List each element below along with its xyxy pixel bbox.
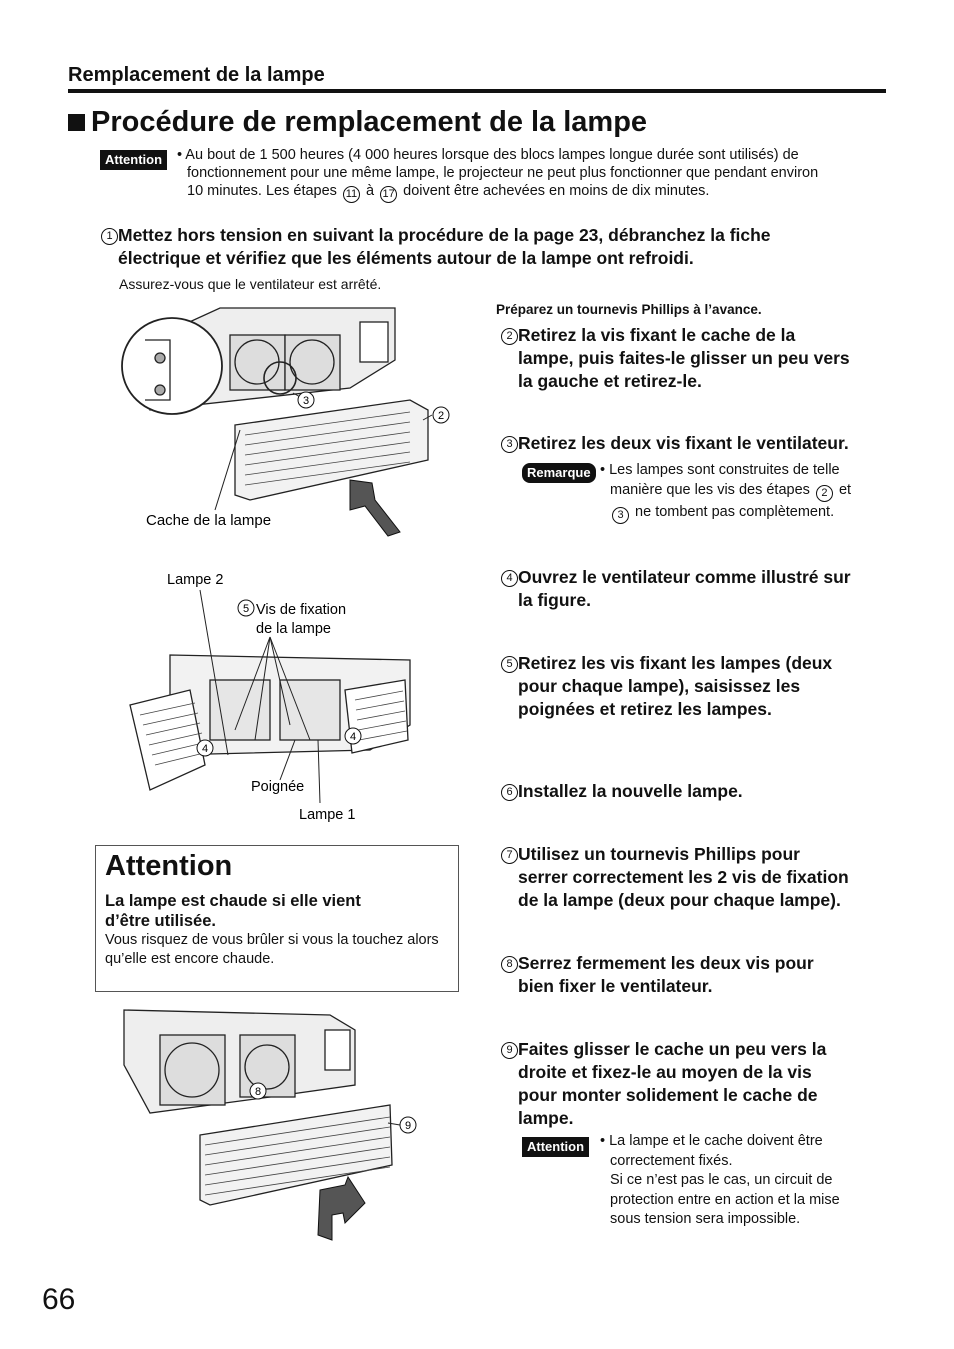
svg-text:4: 4 — [201, 743, 209, 755]
attention-box-subtitle: La lampe est chaude si elle vient d’être utilisée. — [105, 892, 361, 930]
svg-text:3: 3 — [302, 395, 310, 407]
label-cover: Cache de la lampe — [146, 512, 272, 529]
step-1-note: Assurez-vous que le ventilateur est arrêté. — [119, 276, 382, 292]
attention-note-bottom: • La lampe et le cache doivent être correctement fixés. Si ce n’est pas le cas, un circuit de protection entre en action et la mise sous tension sera impossible. — [600, 1133, 840, 1227]
step-2: 2 Retirez la vis fixant le cache de la lampe, puis faites-le glisser un peu vers la gauche et retirez-le. — [499, 324, 899, 393]
attention-box — [95, 845, 459, 992]
page-number: 66 — [42, 1283, 76, 1316]
square-bullet-icon — [68, 114, 85, 131]
section-header — [68, 64, 886, 93]
attention-badge-top: Attention — [100, 150, 167, 170]
attention-badge-bottom: Attention — [522, 1137, 589, 1157]
figure-remove-cover — [110, 300, 470, 540]
figure-remove-lamps — [110, 565, 470, 835]
slide-right-arrow-icon — [318, 1177, 365, 1240]
step-1: 1 Mettez hors tension en suivant la procédure de la page 23, débranchez la fiche électrique et vérifiez que les éléments autour de la lampe ont refroidi. — [99, 224, 899, 270]
attention-box-title: Attention — [105, 850, 233, 882]
svg-text:Vis de fixation: Vis de fixation — [256, 602, 347, 618]
slide-left-arrow-icon — [350, 480, 400, 536]
step-3: 3 Retirez les deux vis fixant le ventilateur. — [499, 432, 899, 455]
remarque-note: • Les lampes sont construites de telle manière que les vis des étapes 2 et 3 ne tombent pas complètement. — [600, 460, 900, 524]
page-title — [68, 106, 647, 139]
step-ref-11: 11 — [343, 186, 360, 203]
prep-note: Préparez un tournevis Phillips à l’avance. — [496, 302, 762, 317]
attention-line-3: 10 minutes. Les étapes 11 à 17 doivent être achevées en moins de dix minutes. — [177, 182, 897, 203]
step-5: 5 Retirez les vis fixant les lampes (deux pour chaque lampe), saisissez les poignées et retirez les lampes. — [499, 652, 899, 721]
attention-line-1: • Au bout de 1 500 heures (4 000 heures lorsque des blocs lampes longue durée sont utilisés) de — [177, 147, 799, 163]
svg-text:9: 9 — [404, 1120, 412, 1132]
attention-box-body: Vous risquez de vous brûler si vous la touchez alors qu’elle est encore chaude. — [105, 932, 439, 967]
step-4: 4 Ouvrez le ventilateur comme illustré sur la figure. — [499, 566, 899, 612]
svg-text:5: 5 — [242, 603, 250, 615]
step-9: 9 Faites glisser le cache un peu vers la droite et fixez-le au moyen de la vis pour monter solidement le cache de lampe. — [499, 1038, 899, 1130]
svg-text:2: 2 — [437, 410, 445, 422]
step-8: 8 Serrez fermement les deux vis pour bien fixer le ventilateur. — [499, 952, 899, 998]
label-lampe-2: Lampe 2 — [167, 572, 224, 588]
figure-reinstall-cover — [110, 1005, 440, 1245]
svg-text:4: 4 — [349, 731, 357, 743]
label-handle: Poignée — [251, 779, 305, 795]
attention-line-2: fonctionnement pour une même lampe, le projecteur ne peut plus fonctionner que pendant environ — [187, 165, 819, 181]
section-title: Remplacement de la lampe — [68, 64, 325, 86]
step-ref-17: 17 — [380, 186, 397, 203]
remarque-badge: Remarque — [522, 463, 596, 483]
step-7: 7 Utilisez un tournevis Phillips pour serrer correctement les 2 vis de fixation de la lampe (deux pour chaque lampe). — [499, 843, 899, 912]
label-lampe-1: Lampe 1 — [299, 807, 356, 823]
svg-text:8: 8 — [254, 1086, 262, 1098]
page-title-text: Procédure de remplacement de la lampe — [91, 106, 648, 138]
step-6: 6 Installez la nouvelle lampe. — [499, 780, 899, 803]
attention-note-top — [177, 146, 897, 203]
svg-text:de la lampe: de la lampe — [256, 621, 331, 637]
step-1-number: 1 — [101, 228, 118, 245]
